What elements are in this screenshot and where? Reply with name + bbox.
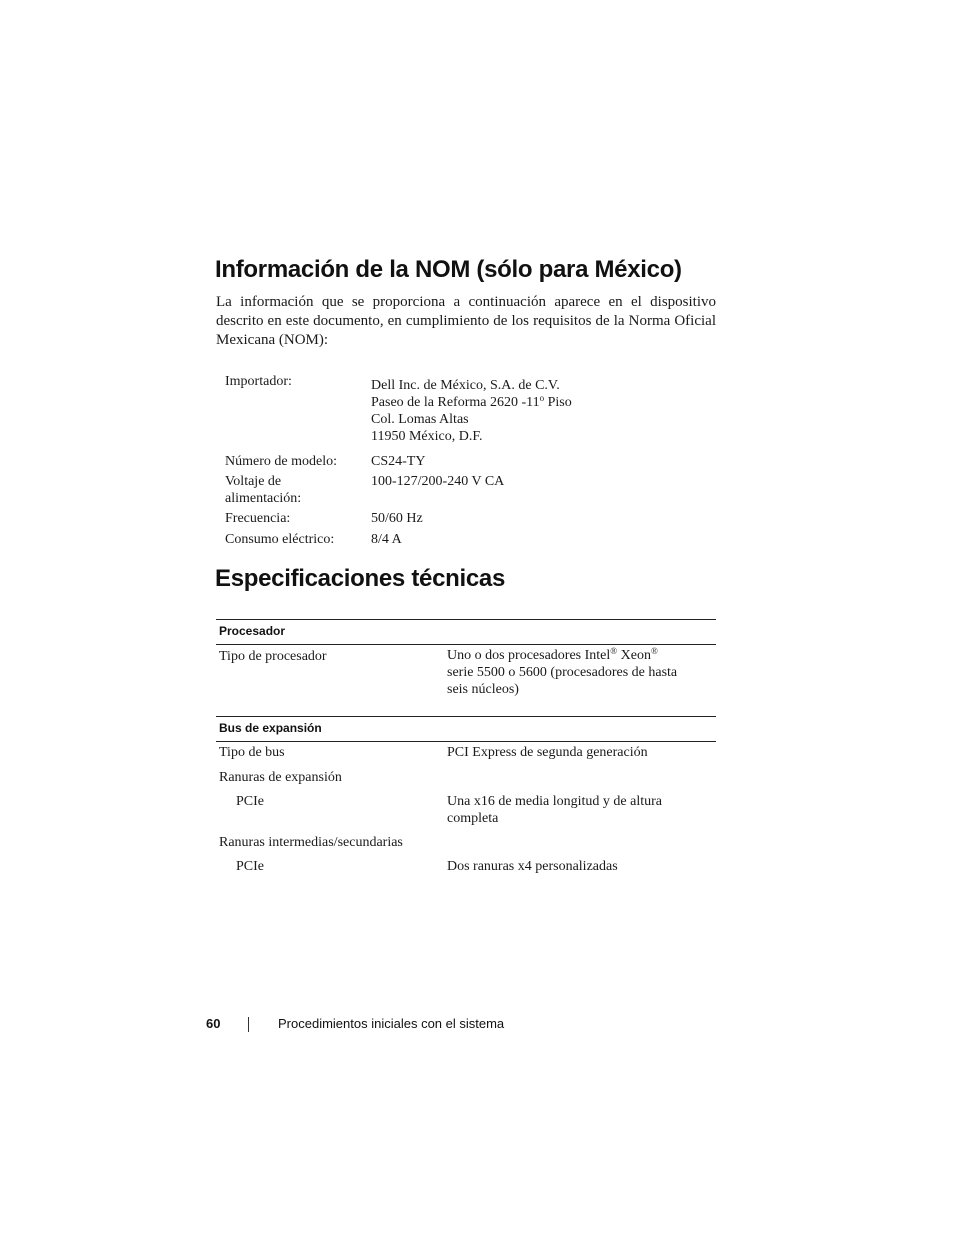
nom-value: 100-127/200-240 V CA [371, 474, 505, 489]
bus-type-label: Tipo de bus [219, 745, 285, 760]
footer-title: Procedimientos iniciales con el sistema [278, 1016, 505, 1031]
nom-title: Información de la NOM (sólo para México) [215, 256, 682, 283]
nom-label: Número de modelo: [225, 454, 337, 469]
table-rule [216, 741, 716, 742]
processor-type-value: Uno o dos procesadores Intel® Xeon® serie 5500 o 5600 (procesadores de hasta seis núcleos) [447, 646, 678, 697]
nom-label: Frecuencia: [225, 511, 291, 526]
nom-value: 8/4 A [371, 532, 402, 547]
nom-label: Importador: [225, 374, 292, 389]
pcie-label: PCIe [236, 859, 264, 874]
section-header-processor: Procesador [219, 624, 286, 638]
importer-line: 11950 México, D.F. [371, 429, 483, 444]
importer-line: Paseo de la Reforma 2620 -11$^o$ Piso [371, 393, 572, 410]
nom-label: Voltaje de alimentación: [225, 474, 302, 506]
importer-line: Col. Lomas Altas [371, 412, 469, 427]
page-number: 60 [206, 1016, 221, 1031]
pcie-value: Una x16 de media longitud y de altura completa [447, 794, 662, 826]
processor-type-label: Tipo de procesador [219, 649, 327, 664]
table-rule [216, 716, 716, 717]
table-rule [216, 644, 716, 645]
nom-intro: La información que se proporciona a continuación aparece en el dispositivo descrito en este documento, en cumplimiento de los requisitos de la Norma Oficial Mexicana (NOM): [216, 294, 716, 348]
spec-title: Especificaciones técnicas [215, 565, 505, 592]
nom-value: 50/60 Hz [371, 511, 423, 526]
table-rule [216, 619, 716, 620]
pcie-label: PCIe [236, 794, 264, 809]
footer-separator [248, 1017, 249, 1032]
pcie-value: Dos ranuras x4 personalizadas [447, 859, 618, 874]
importer-line: Dell Inc. de México, S.A. de C.V. [371, 378, 560, 393]
section-header-bus: Bus de expansión [219, 721, 322, 735]
nom-value: CS24-TY [371, 454, 426, 469]
bus-type-value: PCI Express de segunda generación [447, 745, 648, 760]
nom-label: Consumo eléctrico: [225, 532, 335, 547]
expansion-slots-label: Ranuras de expansión [219, 770, 342, 785]
nom-value [371, 377, 631, 445]
mezzanine-slots-label: Ranuras intermedias/secundarias [219, 835, 403, 850]
